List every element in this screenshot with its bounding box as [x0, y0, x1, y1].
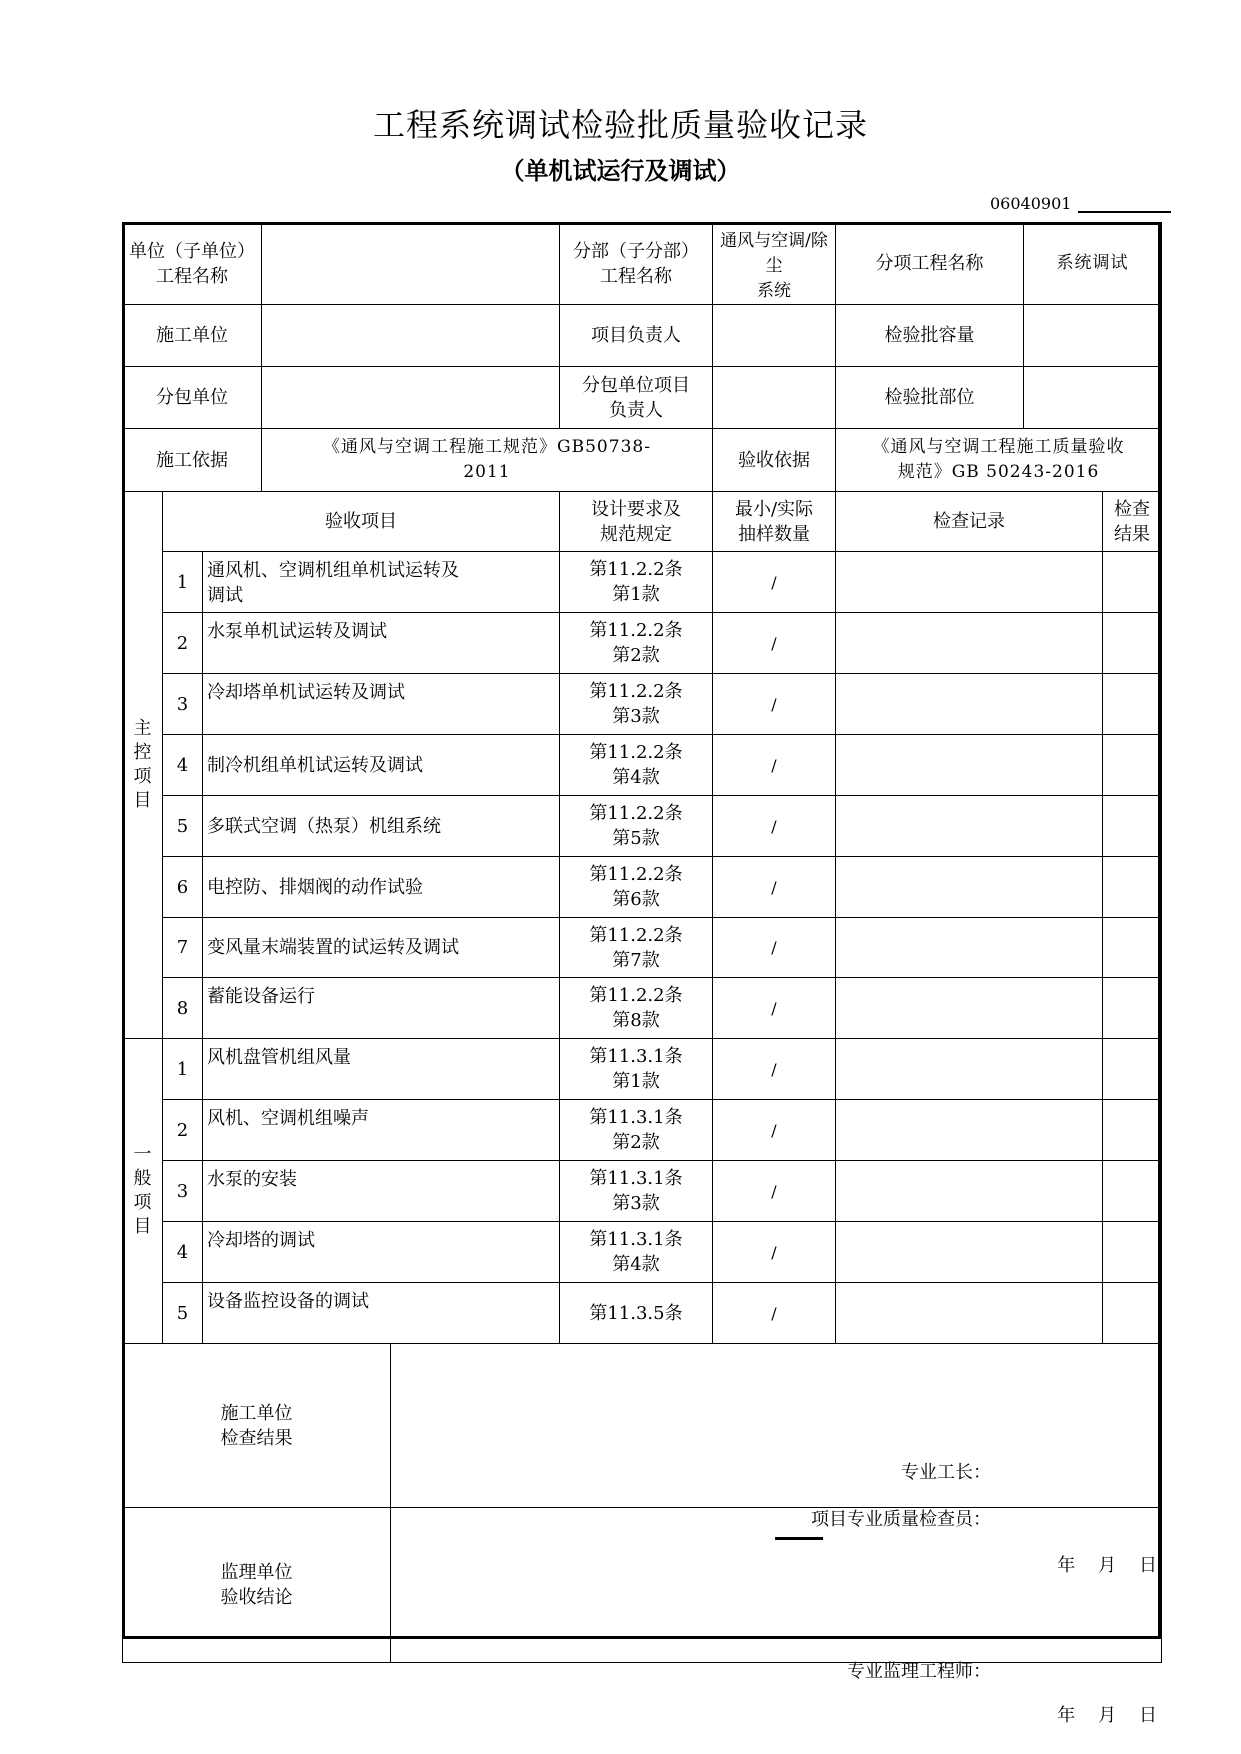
item-spec: 第11.2.2条 第7款	[560, 918, 713, 978]
item-name: 风机、空调机组噪声	[203, 1100, 560, 1161]
item-number: 6	[163, 857, 203, 918]
col-header-item: 验收项目	[163, 492, 560, 552]
item-name: 水泵的安装	[203, 1161, 560, 1222]
item-name: 冷却塔的调试	[203, 1222, 560, 1283]
item-number: 7	[163, 918, 203, 978]
form-outer-border	[122, 222, 1161, 1639]
item-number: 5	[163, 1283, 203, 1344]
col-header-sample: 最小/实际 抽样数量	[713, 492, 836, 552]
batch-capacity-label: 检验批容量	[836, 305, 1024, 367]
item-name: 变风量末端装置的试运转及调试	[203, 918, 560, 978]
acceptance-basis-value[interactable]: 《通风与空调工程施工质量验收 规范》GB 50243-2016	[836, 429, 1162, 492]
item-name: 设备监控设备的调试	[203, 1283, 560, 1344]
subitem-label: 分项工程名称	[836, 223, 1024, 305]
item-sample[interactable]: /	[713, 978, 836, 1039]
item-name: 制冷机组单机试运转及调试	[203, 735, 560, 796]
item-sample[interactable]: /	[713, 796, 836, 857]
item-number: 5	[163, 796, 203, 857]
document-number: 06040901	[990, 194, 1072, 213]
item-number: 3	[163, 1161, 203, 1222]
batch-location-label: 检验批部位	[836, 367, 1024, 429]
project-manager-label: 项目负责人	[560, 305, 713, 367]
division-value[interactable]: 通风与空调/除尘 系统	[713, 223, 836, 305]
item-number: 2	[163, 613, 203, 674]
col-header-result: 检查 结果	[1103, 492, 1162, 552]
item-sample[interactable]: /	[713, 1100, 836, 1161]
item-spec: 第11.2.2条 第8款	[560, 978, 713, 1039]
item-name: 多联式空调（热泵）机组系统	[203, 796, 560, 857]
contractor-label: 施工单位	[123, 305, 262, 367]
item-spec: 第11.2.2条 第4款	[560, 735, 713, 796]
foreman-label: 专业工长：	[901, 1461, 991, 1483]
item-sample[interactable]: /	[713, 1222, 836, 1283]
item-sample[interactable]: /	[713, 674, 836, 735]
item-sample[interactable]: /	[713, 918, 836, 978]
acceptance-basis-label: 验收依据	[713, 429, 836, 492]
col-header-spec: 设计要求及 规范规定	[560, 492, 713, 552]
item-number: 1	[163, 1039, 203, 1100]
item-spec: 第11.2.2条 第6款	[560, 857, 713, 918]
item-spec: 第11.3.1条 第4款	[560, 1222, 713, 1283]
item-number: 2	[163, 1100, 203, 1161]
item-spec: 第11.3.5条	[560, 1283, 713, 1344]
general-items-label: 一 般 项 目	[123, 1039, 163, 1344]
supervisor-check-label: 监理单位 验收结论	[123, 1508, 391, 1663]
sub-project-manager-label: 分包单位项目 负责人	[560, 367, 713, 429]
page-subtitle: （单机试运行及调试）	[500, 157, 741, 185]
item-number: 8	[163, 978, 203, 1039]
item-spec: 第11.2.2条 第3款	[560, 674, 713, 735]
col-header-record: 检查记录	[836, 492, 1103, 552]
item-spec: 第11.2.2条 第2款	[560, 613, 713, 674]
page-title: 工程系统调试检验批质量验收记录	[372, 106, 868, 144]
construction-basis-label: 施工依据	[123, 429, 262, 492]
item-sample[interactable]: /	[713, 1039, 836, 1100]
item-spec: 第11.2.2条 第1款	[560, 552, 713, 613]
subcontractor-label: 分包单位	[123, 367, 262, 429]
item-number: 4	[163, 735, 203, 796]
division-label: 分部（子分部） 工程名称	[560, 223, 713, 305]
item-name: 通风机、空调机组单机试运转及 调试	[203, 552, 560, 613]
subitem-value[interactable]: 系统调试	[1024, 223, 1162, 305]
item-sample[interactable]: /	[713, 1283, 836, 1344]
main-control-items-label: 主 控 项 目	[123, 492, 163, 1039]
item-spec: 第11.3.1条 第2款	[560, 1100, 713, 1161]
item-name: 电控防、排烟阀的动作试验	[203, 857, 560, 918]
item-spec: 第11.2.2条 第5款	[560, 796, 713, 857]
contractor-check-label: 施工单位 检查结果	[123, 1344, 391, 1508]
item-sample[interactable]: /	[713, 552, 836, 613]
item-sample[interactable]: /	[713, 1161, 836, 1222]
item-name: 水泵单机试运转及调试	[203, 613, 560, 674]
construction-basis-value[interactable]: 《通风与空调工程施工规范》GB50738- 2011	[262, 429, 713, 492]
unit-project-label: 单位（子单位） 工程名称	[123, 223, 262, 305]
item-sample[interactable]: /	[713, 735, 836, 796]
quality-inspector-label: 项目专业质量检查员：	[811, 1508, 991, 1530]
contractor-date: 年 月 日	[1057, 1554, 1157, 1576]
item-number: 1	[163, 552, 203, 613]
item-name: 冷却塔单机试运转及调试	[203, 674, 560, 735]
supervisor-date: 年 月 日	[1057, 1705, 1157, 1726]
supervising-engineer-label: 专业监理工程师：	[847, 1661, 991, 1682]
item-sample[interactable]: /	[713, 613, 836, 674]
item-spec: 第11.3.1条 第3款	[560, 1161, 713, 1222]
document-number-blank	[1078, 211, 1171, 213]
item-name: 风机盘管机组风量	[203, 1039, 560, 1100]
item-number: 4	[163, 1222, 203, 1283]
signature-dash	[775, 1537, 823, 1540]
item-spec: 第11.3.1条 第1款	[560, 1039, 713, 1100]
item-number: 3	[163, 674, 203, 735]
item-name: 蓄能设备运行	[203, 978, 560, 1039]
item-sample[interactable]: /	[713, 857, 836, 918]
